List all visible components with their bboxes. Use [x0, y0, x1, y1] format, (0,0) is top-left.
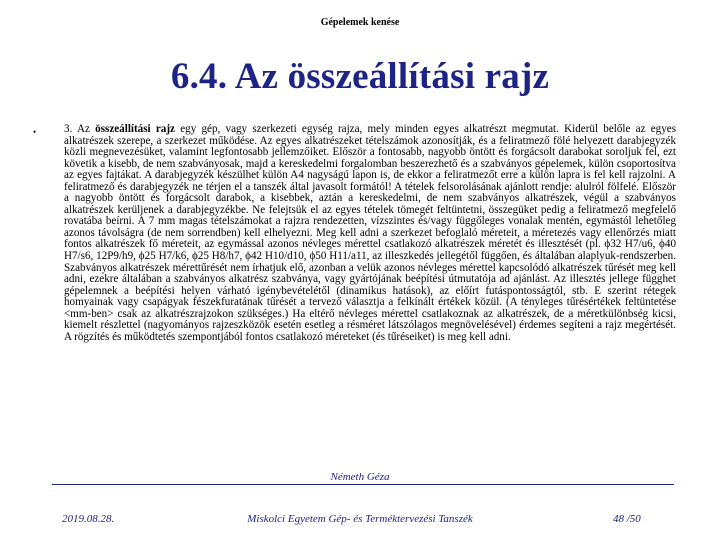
page-number: 48 /50	[613, 513, 641, 525]
footer-divider	[52, 484, 674, 485]
footer-institution: Miskolci Egyetem Gép- és Terméktervezési Tanszék	[247, 513, 473, 525]
bullet-icon: •	[33, 127, 37, 137]
running-header: Gépelemek kenése	[320, 17, 400, 28]
slide-title: 6.4. Az összeállítási rajz	[170, 56, 550, 97]
paragraph-term: összeállítási rajz	[95, 123, 175, 135]
paragraph-prefix: 3. Az	[64, 123, 96, 135]
footer-author: Németh Géza	[330, 471, 390, 483]
paragraph-text: egy gép, vagy szerkezeti egység rajza, mely minden egyes alkatrészt megmutat. Kiderül belőle az egyes alkatrészek szerepe, a szerkezet működése. Az egyes alkatrészeket tételszámok azonosítják, és a feliratmező fölé helyezett darabjegyzék közli megnevezésüket, valamint legfontosabb jellemzőiket. Először a fontosabb, nagyobb öntött és forgácsolt darabokat soroljuk fel, ezt követik a kisebb, de nem szabványosak, majd a kereskedelmi forgalomban beszerezhető és a szabványos gépelemek, külön csoportosítva az egyes fajtákat. A darabjegyzék készülhet külön A4 nagyságú lapon is, de ekkor a feliratmezőt erre a külön lapra is fel kell rajzolni. A feliratmező és darabjegyzék ne térjen el a tanszék által javasolt formától! A tételek felsorolásának ajánlott rendje: alulról fölfelé. Először a nagyobb öntött és forgácsolt darabok, a kisebbek, aztán a kereskedelmi, de nem szabványos alkatrészek, végül a szabványos alkatrészek kerüljenek a darabjegyzékbe. Ne felejtsük el az egyes tételek tömegét feltüntetni, összegüket pedig a feliratmező megfelelő rovatába beírni. A 7 mm magas tételszámokat a rajzra rendezetten, vízszintes és/vagy függőleges vonalak mentén, egymástól lehetőleg azonos távolságra (de nem sorrendben) kell elhelyezni. Meg kell adni a szerkezet befoglaló méreteit, a méretezés vagy ellenőrzés miatt fontos alkatrészek fő méreteit, az egymással azonos névleges mérettel csatlakozó alkatrészek méretét és illesztését (pl. ϕ32 H7/u6, ϕ40 H7/s6, 12P9/h9, ϕ25 H7/k6, ϕ25 H8/h7, ϕ42 H10/d10, ϕ50 H11/a11, az illeszkedés jellegétől függően, és általában alaplyuk-rendszerben. Szabványos alkatrészek mérettűrését nem írhatjuk elő, azonban a velük azonos névleges mérettel kapcsolódó alkatrészek tűrését meg kell adni, ezekre általában a szabványos alkatrész szabványa, vagy gyártójának beépítési útmutatója ad ajánlást. Az illesztés jellege függhet gépelemnek a beépítési helyen várható igénybevételétől (dinamikus hatások), az előírt futáspontosságtól, stb. E szerint rétegek homyainak vagy csapágyak fészekfuratának tűrését a tervező választja a felkínált értékek közül. (A tényleges tűrésértékek feltüntetése <mm-ben> csak az alkatrészrajzokon szükséges.) Ha eltérő névleges mérettel csatlakoznak az alkatrészek, de a méretkülönbség kicsi, kiemelt részlettel (nagyományos rajzeszközök esetén esetleg a résméret látszólagos megnövelésével) érdemes segíteni a rajz megértését. A rögzítés és működtetés szempontjából fontos csatlakozó méreteket (és tűréseiket) is meg kell adni.	[64, 123, 677, 343]
body-paragraph	[64, 124, 676, 343]
footer-date: 2019.08.28.	[62, 513, 115, 525]
